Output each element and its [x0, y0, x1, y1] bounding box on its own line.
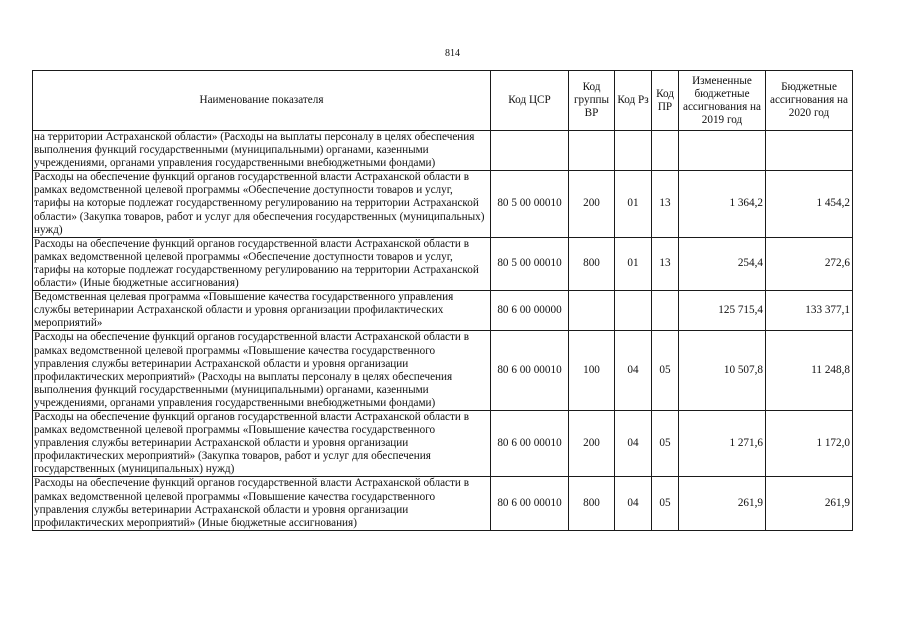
- row-name: Ведомственная целевая программа «Повышение качества государственного управления службы ветеринарии Астраханской области и уровня организации профилактических мероприятий»: [33, 291, 491, 331]
- row-vr: [569, 131, 615, 171]
- row-vr: 200: [569, 410, 615, 476]
- row-csr: 80 6 00 00010: [491, 331, 569, 411]
- row-rz: [615, 131, 652, 171]
- row-amount-2019: 10 507,8: [679, 331, 766, 411]
- table-row: [33, 477, 853, 530]
- row-name: Расходы на обеспечение функций органов государственной власти Астраханской области в рамках ведомственной целевой программы «Повышение качества государственного управления службы ветеринарии Астраханской области и уровня организации профилактических мероприятий» (Расходы на выплаты персоналу в целях обеспечения выполнения функций государственными (муниципальными) органами, казенными учреждениями, органами управления государственными внебюджетными фондами): [33, 331, 491, 411]
- row-csr: 80 6 00 00000: [491, 291, 569, 331]
- table-row: [33, 131, 853, 171]
- row-amount-2020: 11 248,8: [766, 331, 853, 411]
- row-csr: 80 6 00 00010: [491, 410, 569, 476]
- row-rz: 01: [615, 237, 652, 290]
- row-name: Расходы на обеспечение функций органов государственной власти Астраханской области в рамках ведомственной целевой программы «Повышение качества государственного управления службы ветеринарии Астраханской области и уровня организации профилактических мероприятий» (Иные бюджетные ассигнования): [33, 477, 491, 530]
- row-amount-2019: 1 271,6: [679, 410, 766, 476]
- header-name: Наименование показателя: [33, 71, 491, 131]
- row-amount-2020: 133 377,1: [766, 291, 853, 331]
- row-pr: 05: [652, 477, 679, 530]
- table-row: [33, 291, 853, 331]
- header-csr: Код ЦСР: [491, 71, 569, 131]
- header-vr: Код группы ВР: [569, 71, 615, 131]
- header-rz: Код Рз: [615, 71, 652, 131]
- header-pr: Код ПР: [652, 71, 679, 131]
- row-name: Расходы на обеспечение функций органов государственной власти Астраханской области в рамках ведомственной целевой программы «Обеспечение доступности товаров и услуг, тарифы на которые подлежат государственному регулированию на территории Астраханской области» (Закупка товаров, работ и услуг для обеспечения государственных (муниципальных) нужд): [33, 171, 491, 237]
- row-vr: 100: [569, 331, 615, 411]
- row-amount-2019: 254,4: [679, 237, 766, 290]
- table-row: [33, 331, 853, 411]
- row-rz: 04: [615, 331, 652, 411]
- row-amount-2019: 261,9: [679, 477, 766, 530]
- table-row: [33, 410, 853, 476]
- row-vr: 800: [569, 237, 615, 290]
- table-row: [33, 237, 853, 290]
- row-name: Расходы на обеспечение функций органов государственной власти Астраханской области в рамках ведомственной целевой программы «Обеспечение доступности товаров и услуг, тарифы на которые подлежат государственному регулированию на территории Астраханской области» (Иные бюджетные ассигнования): [33, 237, 491, 290]
- row-pr: 13: [652, 237, 679, 290]
- table-row: [33, 171, 853, 237]
- row-csr: 80 6 00 00010: [491, 477, 569, 530]
- row-vr: 800: [569, 477, 615, 530]
- header-amount-2020: Бюджетные ассигнования на 2020 год: [766, 71, 853, 131]
- page-number: 814: [445, 48, 460, 59]
- header-amount-2019: Измененные бюджетные ассигнования на 2019 год: [679, 71, 766, 131]
- table-header-row: [33, 71, 853, 131]
- row-amount-2019: 125 715,4: [679, 291, 766, 331]
- row-pr: [652, 291, 679, 331]
- row-amount-2020: 1 454,2: [766, 171, 853, 237]
- row-name: Расходы на обеспечение функций органов государственной власти Астраханской области в рамках ведомственной целевой программы «Повышение качества государственного управления службы ветеринарии Астраханской области и уровня организации профилактических мероприятий» (Закупка товаров, работ и услуг для обеспечения государственных (муниципальных) нужд): [33, 410, 491, 476]
- row-rz: [615, 291, 652, 331]
- row-amount-2019: [679, 131, 766, 171]
- row-pr: [652, 131, 679, 171]
- row-vr: 200: [569, 171, 615, 237]
- row-amount-2020: 272,6: [766, 237, 853, 290]
- budget-table: [32, 70, 853, 531]
- row-pr: 13: [652, 171, 679, 237]
- row-amount-2020: 1 172,0: [766, 410, 853, 476]
- row-pr: 05: [652, 331, 679, 411]
- row-csr: 80 5 00 00010: [491, 237, 569, 290]
- row-rz: 04: [615, 477, 652, 530]
- row-amount-2019: 1 364,2: [679, 171, 766, 237]
- row-csr: [491, 131, 569, 171]
- row-name: на территории Астраханской области» (Расходы на выплаты персоналу в целях обеспечения выполнения функций государственными (муниципальными) органами, казенными учреждениями, органами управления государственными внебюджетными фондами): [33, 131, 491, 171]
- row-vr: [569, 291, 615, 331]
- row-amount-2020: [766, 131, 853, 171]
- row-rz: 04: [615, 410, 652, 476]
- row-amount-2020: 261,9: [766, 477, 853, 530]
- row-rz: 01: [615, 171, 652, 237]
- row-pr: 05: [652, 410, 679, 476]
- row-csr: 80 5 00 00010: [491, 171, 569, 237]
